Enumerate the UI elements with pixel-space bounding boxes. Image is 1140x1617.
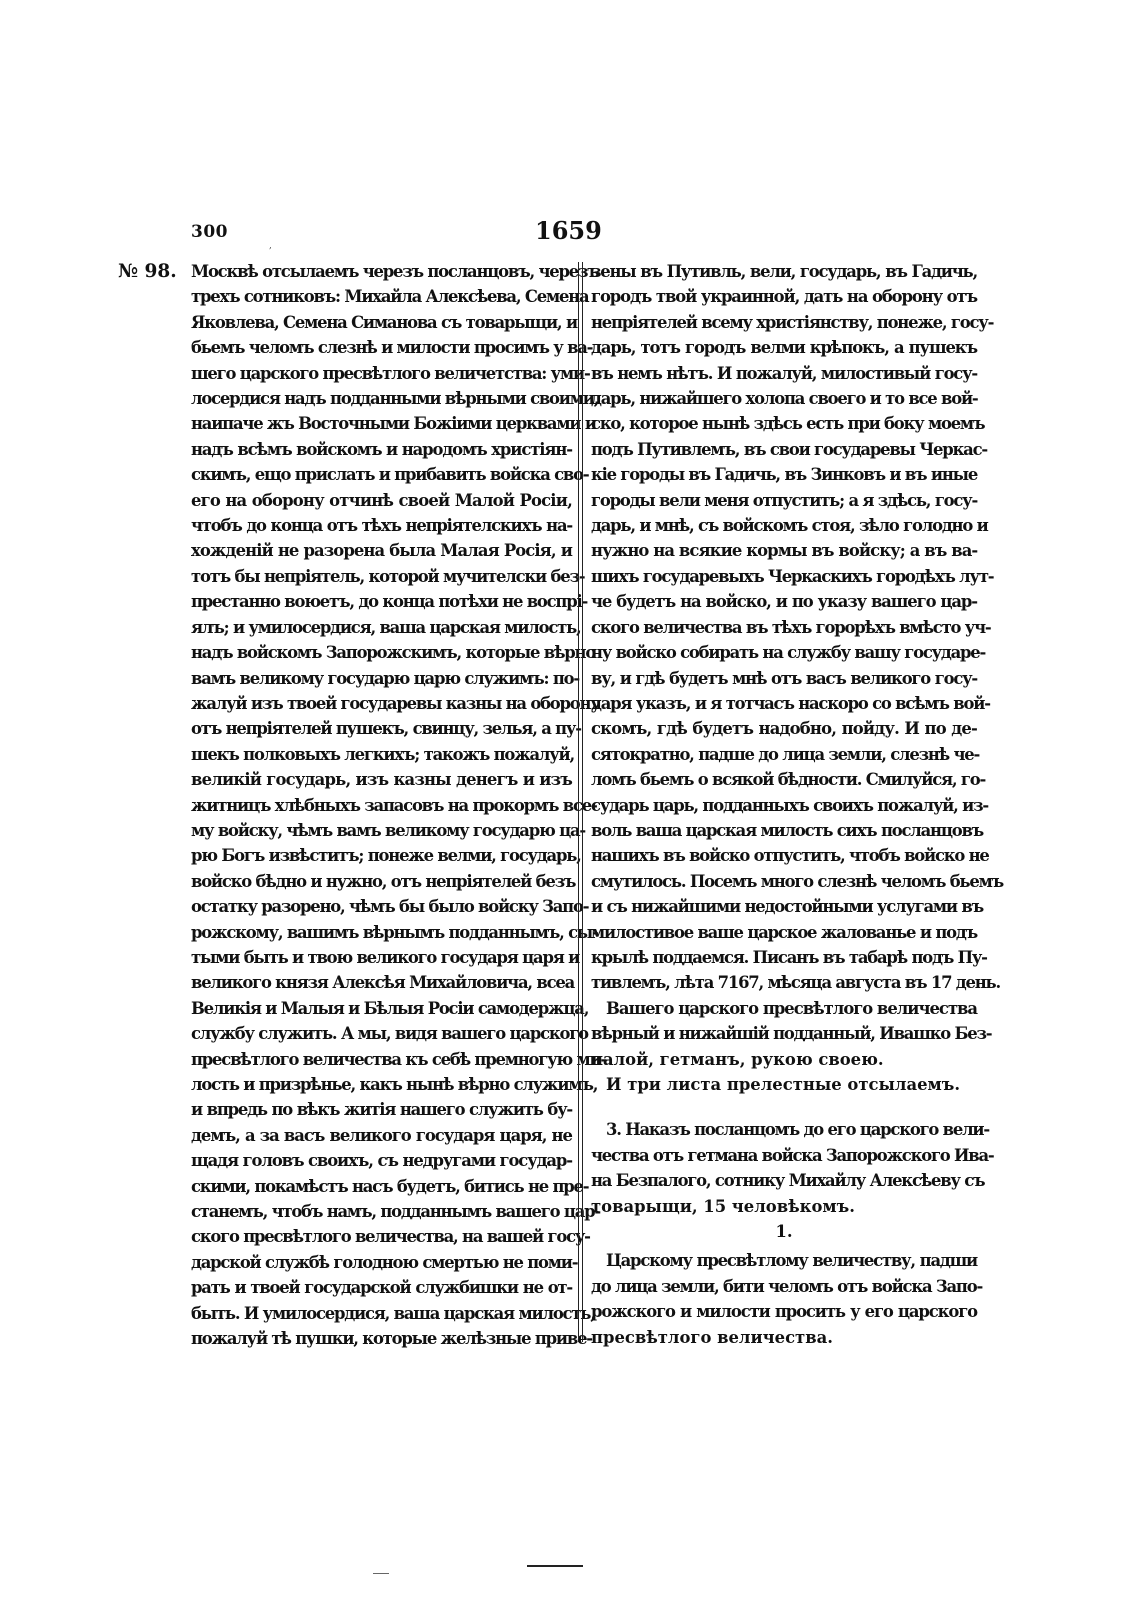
text-line: остатку разорено, чѣмъ бы было войску Запо- <box>191 897 589 917</box>
text-line: и съ нижайшими недостойными услугами въ <box>591 897 983 917</box>
text-line: скими, покамѣстъ насъ будетъ, битись не пре- <box>191 1176 589 1196</box>
text-line: дарь, нижайшего холопа своего и то все вой- <box>591 389 978 409</box>
text-line: хожденiй не разорена была Малая Росiя, и <box>191 541 572 561</box>
text-line: рать и твоей государской службишки не от- <box>191 1278 572 1298</box>
text-line: лость и призрѣнье, какъ нынѣ вѣрно служимъ, <box>191 1075 598 1094</box>
text-line: великiй государь, изъ казны денегъ и изъ <box>191 770 572 790</box>
text-line: службу служить. А мы, видя вашего царского <box>191 1024 588 1044</box>
text-line: пожалуй тѣ пушки, которые желѣзные приве- <box>191 1329 592 1349</box>
text-line: шихъ государевыхъ Черкаскихъ городѣхъ лут- <box>591 566 994 586</box>
signature-line: вѣрный и нижайшiй подданный, Ивашко Без- <box>591 1024 992 1044</box>
print-speck: , <box>269 241 272 251</box>
section-heading-line: товарыщи, 15 человѣкомъ. <box>591 1196 855 1216</box>
page-year-heading: 1659 <box>535 216 602 245</box>
text-line: Великiя и Малыя и Бѣлыя Росiи самодержца, <box>191 998 589 1018</box>
text-line: смутилось. Посемъ много слезнѣ челомъ бьемъ <box>591 871 1003 891</box>
text-line: великого князя Алексѣя Михайловича, всеа <box>191 973 575 993</box>
spacer <box>591 1097 977 1117</box>
text-line: сятократно, падше до лица земли, слезнѣ че- <box>591 744 980 764</box>
text-line: чтобъ до конца отъ тѣхъ непрiятелскихъ на- <box>191 516 572 536</box>
text-line: отъ непрiятелей пушекъ, свинцу, зелья, а пу- <box>191 719 581 739</box>
text-line: вамъ великому государю царю служимъ: по- <box>191 668 579 688</box>
text-line: въ немъ нѣтъ. И пожалуй, милостивый госу- <box>591 363 977 383</box>
text-line: ялъ; и умилосердися, ваша царская милость, <box>191 617 581 637</box>
text-line: нашихъ въ войско отпустить, чтобъ войско не <box>591 846 989 866</box>
text-line: тотъ бы непрiятель, которой мучителски без- <box>191 566 585 586</box>
text-line: тивлемъ, лѣта 7167, мѣсяца августа въ 17 день. <box>591 973 1000 993</box>
text-line: лосердися надъ подданными вѣрными своими, <box>191 389 599 409</box>
text-line: скимъ, ещо прислать и прибавить войска сво- <box>191 465 589 485</box>
text-line: Москвѣ отсылаемъ черезъ посланцовъ, черезъ <box>191 262 599 281</box>
text-line: дарь, тотъ городъ велми крѣпокъ, а пушекъ <box>591 338 977 358</box>
text-line: рожскому, вашимъ вѣрнымъ подданнымъ, сы- <box>191 922 598 942</box>
text-line: бьемъ челомъ слезнѣ и милости просимъ у ва- <box>191 338 593 358</box>
footer-rule <box>527 1565 583 1567</box>
text-line: кiе городы въ Гадичь, въ Зинковъ и въ иные <box>591 465 978 485</box>
text-line: трехъ сотниковъ: Михайла Алексѣева, Семена <box>191 287 589 307</box>
text-line: непрiятелей всему христiянству, понеже, госу- <box>591 312 994 332</box>
text-line: надъ всѣмъ войскомъ и народомъ христiян- <box>191 439 572 459</box>
text-line: милостивое ваше царское жалованье и подъ <box>591 922 977 942</box>
footer-mark <box>373 1573 389 1574</box>
text-line: шего царского пресвѣтлого величетства: уми- <box>191 363 590 383</box>
text-line: демъ, а за васъ великого государя царя, не <box>191 1125 572 1145</box>
section-heading-line: чества отъ гетмана войска Запорожского Ива- <box>591 1145 994 1165</box>
text-line: житницъ хлѣбныхъ запасовъ на прокормъ все- <box>191 795 597 815</box>
text-line: жалуй изъ твоей государевы казны на оборону <box>191 693 600 713</box>
text-line: станемъ, чтобъ намъ, подданнымъ вашего цар- <box>191 1202 601 1222</box>
text-line: даря указъ, и я тотчасъ наскоро со всѣмъ вой- <box>591 693 990 713</box>
signature-line: Вашего царского пресвѣтлого величества <box>606 998 978 1018</box>
text-line: дарь, и мнѣ, съ войскомъ стоя, зѣло голодно и <box>591 516 988 536</box>
left-text-column <box>191 259 607 1351</box>
text-line: ско, которое нынѣ здѣсь есть при боку моемъ <box>591 414 985 434</box>
section-heading-line: 3. Наказъ посланцомъ до его царского вели- <box>606 1120 989 1140</box>
text-line: войско бѣдно и нужно, отъ непрiятелей безъ <box>191 871 576 891</box>
text-line: ломъ бьемъ о всякой бѣдности. Смилуйся, го- <box>591 770 986 790</box>
text-line: пресвѣтлого величества къ себѣ премногую ми- <box>191 1049 607 1069</box>
text-line: подъ Путивлемъ, въ свои государевы Черкас- <box>591 439 987 459</box>
document-number: № 98. <box>118 261 177 282</box>
text-line: быть. И умилосердися, ваша царская милость, <box>191 1303 595 1323</box>
text-line: надъ войскомъ Запорожскимъ, которые вѣрно <box>191 643 596 663</box>
item-text-line: рожского и милости просить у его царского <box>591 1302 977 1322</box>
item-text-line: пресвѣтлого величества. <box>591 1327 833 1347</box>
text-line: ву, и гдѣ будетъ мнѣ отъ васъ великого госу- <box>591 668 977 688</box>
text-line: рю Богъ извѣститъ; понеже велми, государь, <box>191 846 581 866</box>
text-line: ну войско собирать на службу вашу государе- <box>591 643 986 663</box>
enclosure-note: И три листа прелестные отсылаемъ. <box>606 1075 961 1094</box>
text-line: дарской службѣ голодною смертью не поми- <box>191 1252 578 1272</box>
text-line: его на оборону отчинѣ своей Малой Росiи, <box>191 490 572 510</box>
text-line: Яковлева, Семена Симанова съ товарыщи, и <box>191 312 577 332</box>
signature-line: палой, гетманъ, рукою своею. <box>591 1049 884 1069</box>
text-line: щадя головъ своихъ, съ недругами государ- <box>191 1151 572 1171</box>
text-line: нужно на всякие кормы въ войску; а въ ва- <box>591 541 978 561</box>
text-line: тыми быть и твою великого государя царя и <box>191 947 580 967</box>
text-line: воль ваша царская милость сихъ посланцовъ <box>591 820 984 840</box>
item-text-line: Царскому пресвѣтлому величеству, падши <box>606 1251 977 1271</box>
section-heading-line: на Безпалого, сотнику Михайлу Алексѣеву съ <box>591 1171 985 1191</box>
item-number: 1. <box>775 1222 793 1242</box>
text-line: крылѣ поддаемся. Писанъ въ табарѣ подъ Пу- <box>591 947 987 967</box>
right-text-column <box>591 259 1003 1350</box>
item-text-line: до лица земли, бити челомъ отъ войска Запо- <box>591 1276 983 1296</box>
text-line: че будетъ на войско, и по указу вашего цар- <box>591 592 977 612</box>
text-line: му войску, чѣмъ вамъ великому государю ца- <box>191 820 586 840</box>
text-line: скомъ, гдѣ будетъ надобно, пойду. И по де- <box>591 719 977 739</box>
text-line: зены въ Путивль, вели, государь, въ Гадичь, <box>591 262 977 281</box>
text-line: шекъ полковыхъ легкихъ; такожъ пожалуй, <box>191 744 574 764</box>
text-line: городъ твой украинной, дать на оборону отъ <box>591 287 977 307</box>
text-line: и впредь по вѣкъ житiя нашего служить бу- <box>191 1100 572 1120</box>
text-line: городы вели меня отпустить; а я здѣсь, госу- <box>591 490 978 510</box>
text-line: ского пресвѣтлого величества, на вашей госу- <box>191 1227 590 1247</box>
text-line: ского величества въ тѣхъ горорѣхъ вмѣсто уч- <box>591 617 991 637</box>
text-line: сударь царь, подданныхъ своихъ пожалуй, из- <box>591 795 988 815</box>
page-number: 300 <box>191 222 228 242</box>
text-line: наипаче жъ Восточными Божiими церквами и <box>191 414 596 434</box>
column-divider <box>578 262 583 1342</box>
text-line: престанно воюетъ, до конца потѣхи не воспрi- <box>191 592 588 612</box>
